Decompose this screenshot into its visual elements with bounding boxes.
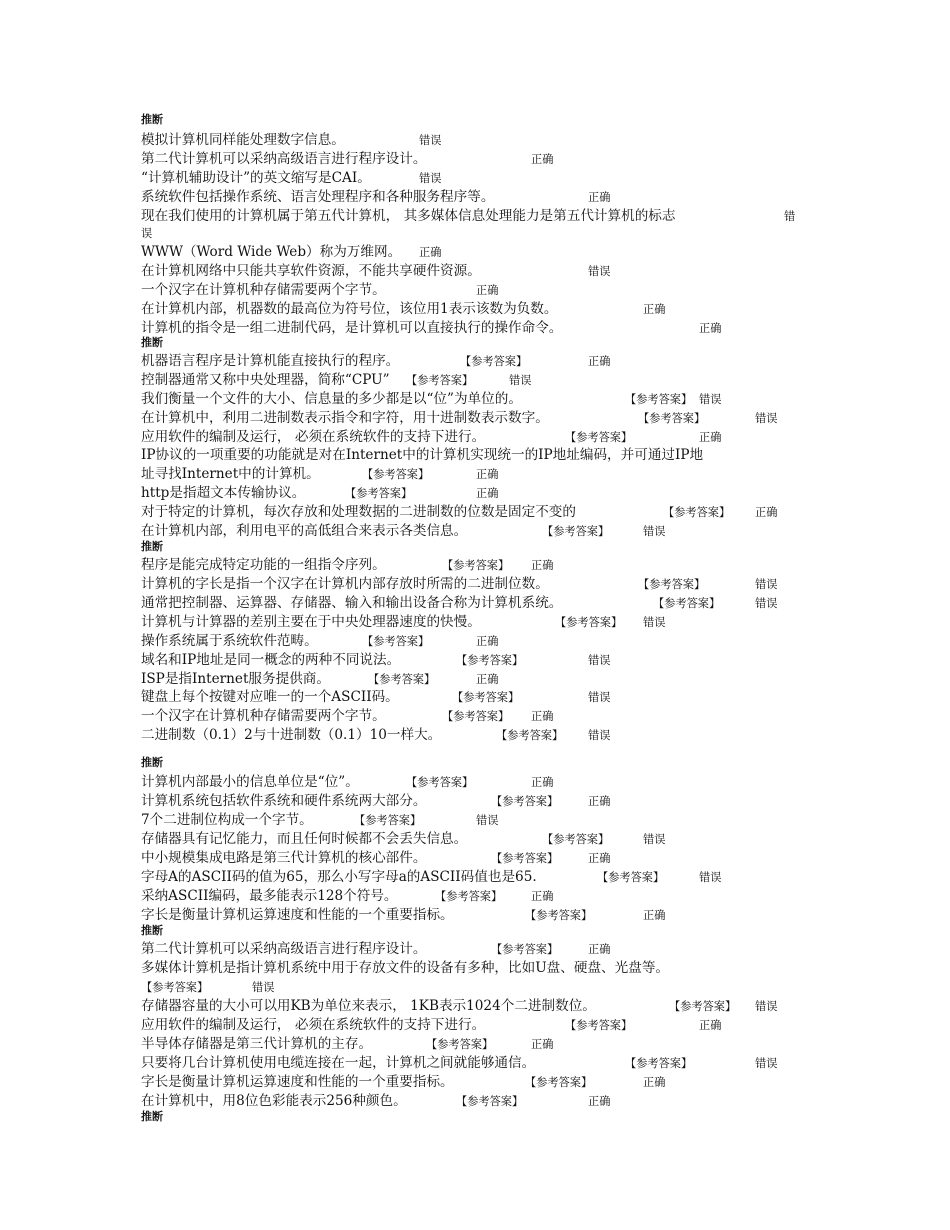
answer-text: 错误 (588, 654, 611, 667)
question-line (0, 960, 950, 978)
question-text: 存储器容量的大小可以用KB为单位来表示， 1KB表示1024个二进制数位。 (141, 998, 596, 1014)
answer-text: 错误 (755, 1000, 778, 1013)
question-text: 计算机的字长是指一个汉字在计算机内部存放时所需的二进制位数。 (141, 576, 549, 592)
reference-answer-label: 【参考答案】 (406, 776, 474, 789)
reference-answer-label: 【参考答案】 (663, 506, 731, 519)
question-line (0, 652, 950, 670)
question-text: 控制器通常又称中央处理器，简称“CPU” (141, 372, 390, 388)
answer-text: 错误 (419, 172, 442, 185)
question-text: 字母A的ASCII码的值为65，那么小写字母a的ASCII码值也是65. (141, 869, 537, 885)
question-text: 在计算机中，用8位色彩能表示256种颜色。 (141, 1093, 407, 1109)
reference-answer-label: 【参考答案】 (542, 525, 610, 538)
question-text: 多媒体计算机是指计算机系统中用于存放文件的设备有多种，比如U盘、硬盘、光盘等。 (141, 960, 670, 976)
question-line (0, 614, 950, 632)
question-line (0, 410, 950, 428)
question-line (0, 812, 950, 830)
question-text: 址寻找Internet中的计算机。 (141, 466, 320, 482)
question-text: “计算机辅助设计”的英文缩写是CAI。 (141, 170, 371, 186)
question-line (0, 466, 950, 484)
question-text: 对于特定的计算机，每次存放和处理数据的二进制数的位数是固定不变的 (141, 504, 576, 520)
question-text: 键盘上每个按键对应唯一的一个ASCII码。 (141, 689, 399, 705)
question-text: 系统软件包括操作系统、语言处理程序和各种服务程序等。 (141, 189, 495, 205)
question-text: 计算机的指令是一组二进制代码，是计算机可以直接执行的操作命令。 (141, 320, 563, 336)
reference-answer-label: 【参考答案】 (491, 852, 559, 865)
question-text: ISP是指Internet服务提供商。 (141, 671, 330, 687)
question-line (0, 708, 950, 726)
reference-answer-label: 【参考答案】 (362, 635, 430, 648)
question-text: http是指超文本传输协议。 (141, 485, 306, 501)
reference-answer-label: 【参考答案】 (354, 814, 422, 827)
answer-text: 正确 (588, 852, 611, 865)
answer-text: 正确 (531, 776, 554, 789)
question-text: 第二代计算机可以采纳高级语言进行程序设计。 (141, 151, 427, 167)
answer-text: 正确 (588, 943, 611, 956)
reference-answer-label: 【参考答案】 (669, 1000, 737, 1013)
reference-answer-label: 【参考答案】 (456, 654, 524, 667)
question-line (0, 576, 950, 594)
question-text: 一个汉字在计算机种存储需要两个字节。 (141, 282, 386, 298)
question-text: 在计算机内部，机器数的最高位为符号位，该位用1表示该数为负数。 (141, 301, 558, 317)
answer-text: 正确 (699, 1019, 722, 1032)
answer-text: 正确 (588, 355, 611, 368)
answer-text: 正确 (476, 487, 499, 500)
question-line (0, 244, 950, 262)
reference-answer-label: 【参考答案】 (625, 393, 693, 406)
question-text: 计算机与计算器的差别主要在于中央处理器速度的快慢。 (141, 614, 481, 630)
question-line (0, 189, 950, 207)
answer-text: 正确 (476, 468, 499, 481)
question-line (0, 907, 950, 925)
answer-text: 正确 (588, 191, 611, 204)
reference-answer-label: 【参考答案】 (442, 559, 510, 572)
answer-text: 错误 (755, 597, 778, 610)
question-line (0, 1074, 950, 1092)
reference-answer-label: 【参考答案】 (141, 981, 209, 994)
reference-answer-label: 【参考答案】 (638, 412, 706, 425)
reference-answer-label: 【参考答案】 (442, 710, 510, 723)
answer-text: 正确 (476, 284, 499, 297)
answer-text: 正确 (531, 1038, 554, 1051)
reference-answer-label: 【参考答案】 (426, 1038, 494, 1051)
question-line (0, 391, 950, 409)
question-line (0, 831, 950, 849)
question-line (0, 353, 950, 371)
reference-answer-label: 【参考答案】 (456, 1095, 524, 1108)
question-line (0, 888, 950, 906)
answer-text: 错误 (476, 814, 499, 827)
answer-text: 错误 (588, 691, 611, 704)
question-text: 计算机系统包括软件系统和硬件系统两大部分。 (141, 793, 427, 809)
section-heading: 推断 (141, 924, 163, 937)
answer-text: 错误 (643, 833, 666, 846)
reference-answer-label: 【参考答案】 (460, 355, 528, 368)
answer-text: 错误 (755, 578, 778, 591)
answer-text: 正确 (476, 673, 499, 686)
question-text: 第二代计算机可以采纳高级语言进行程序设计。 (141, 941, 427, 957)
question-line (0, 1055, 950, 1073)
question-line (0, 595, 950, 613)
section-heading: 推断 (141, 756, 163, 769)
question-line (0, 485, 950, 503)
reference-answer-label: 【参考答案】 (597, 871, 665, 884)
reference-answer-label: 【参考答案】 (491, 795, 559, 808)
reference-answer-label: 【参考答案】 (406, 374, 474, 387)
reference-answer-label: 【参考答案】 (525, 1076, 593, 1089)
section-heading: 推断 (141, 540, 163, 553)
reference-answer-label: 【参考答案】 (565, 431, 633, 444)
answer-text: 正确 (588, 795, 611, 808)
question-text: 应用软件的编制及运行， 必须在系统软件的支持下进行。 (141, 1017, 486, 1033)
question-line (0, 727, 950, 745)
question-text: 程序是能完成特定功能的一组指令序列。 (141, 557, 386, 573)
question-line (0, 132, 950, 150)
reference-answer-label: 【参考答案】 (452, 691, 520, 704)
question-text: 计算机内部最小的信息单位是“位”。 (141, 774, 359, 790)
question-line (0, 523, 950, 541)
answer-text: 正确 (643, 1076, 666, 1089)
question-line (0, 429, 950, 447)
answer-text: 误 (141, 227, 153, 240)
question-text: 现在我们使用的计算机属于第五代计算机， 其多媒体信息处理能力是第五代计算机的标志 (141, 208, 676, 224)
answer-text: 正确 (531, 153, 554, 166)
answer-text: 正确 (419, 246, 442, 259)
question-text: WWW（Word Wide Web）称为万维网。 (141, 244, 402, 260)
question-line (0, 1036, 950, 1054)
answer-text: 错误 (755, 1057, 778, 1070)
question-line (0, 263, 950, 281)
reference-answer-label: 【参考答案】 (345, 487, 413, 500)
question-text: 7个二进制位构成一个字节。 (141, 812, 313, 828)
answer-text: 错误 (755, 412, 778, 425)
answer-text: 错误 (588, 265, 611, 278)
question-line (0, 1093, 950, 1111)
reference-answer-label: 【参考答案】 (653, 597, 721, 610)
answer-text: 错误 (419, 134, 442, 147)
reference-answer-label: 【参考答案】 (496, 729, 564, 742)
question-line (0, 869, 950, 887)
answer-text: 正确 (699, 322, 722, 335)
reference-answer-label: 【参考答案】 (368, 673, 436, 686)
question-text: 一个汉字在计算机种存储需要两个字节。 (141, 708, 386, 724)
question-text: 应用软件的编制及运行， 必须在系统软件的支持下进行。 (141, 429, 486, 445)
question-line (0, 850, 950, 868)
question-text: 操作系统属于系统软件范畴。 (141, 633, 318, 649)
question-text: 半导体存储器是第三代计算机的主存。 (141, 1036, 373, 1052)
answer-text: 正确 (643, 303, 666, 316)
reference-answer-label: 【参考答案】 (362, 468, 430, 481)
section-heading: 推断 (141, 1110, 163, 1123)
question-text: 在计算机内部，利用电平的高低组合来表示各类信息。 (141, 523, 468, 539)
answer-text: 错误 (699, 393, 722, 406)
answer-text: 错误 (509, 374, 532, 387)
section-heading: 推断 (141, 336, 163, 349)
question-text: 在计算机中，利用二进制数表示指令和字符，用十进制数表示数字。 (141, 410, 549, 426)
answer-text: 错误 (643, 616, 666, 629)
answer-text: 正确 (755, 506, 778, 519)
answer-text: 正确 (643, 909, 666, 922)
question-line (0, 774, 950, 792)
question-text: 存储器具有记忆能力，而且任何时候都不会丢失信息。 (141, 831, 468, 847)
question-line (0, 941, 950, 959)
question-line (0, 557, 950, 575)
reference-answer-label: 【参考答案】 (555, 616, 623, 629)
question-text: 在计算机网络中只能共享软件资源，不能共享硬件资源。 (141, 263, 481, 279)
reference-answer-label: 【参考答案】 (565, 1019, 633, 1032)
question-text: 字长是衡量计算机运算速度和性能的一个重要指标。 (141, 907, 454, 923)
question-line (0, 208, 950, 226)
reference-answer-label: 【参考答案】 (525, 909, 593, 922)
question-line (0, 504, 950, 522)
question-line (0, 447, 950, 465)
question-line (0, 301, 950, 319)
question-text: 二进制数（0.1）2与十进制数（0.1）10一样大。 (141, 727, 442, 743)
question-text: 我们衡量一个文件的大小、信息量的多少都是以“位”为单位的。 (141, 391, 522, 407)
question-line (0, 151, 950, 169)
question-line (0, 372, 950, 390)
question-text: IP协议的一项重要的功能就是对在Internet中的计算机实现统一的IP地址编码，并可通过IP地 (141, 447, 704, 463)
answer-text: 正确 (699, 431, 722, 444)
reference-answer-label: 【参考答案】 (491, 943, 559, 956)
answer-text: 错误 (699, 871, 722, 884)
question-text: 采纳ASCII编码，最多能表示128个符号。 (141, 888, 398, 904)
answer-text: 正确 (531, 710, 554, 723)
answer-text: 错误 (588, 729, 611, 742)
question-text: 通常把控制器、运算器、存储器、输入和输出设备合称为计算机系统。 (141, 595, 563, 611)
question-line (0, 225, 950, 243)
question-line (0, 170, 950, 188)
section-heading: 推断 (141, 113, 163, 126)
answer-text: 错误 (643, 525, 666, 538)
answer-text: 错 (784, 210, 796, 223)
question-line (0, 282, 950, 300)
reference-answer-label: 【参考答案】 (625, 1057, 693, 1070)
question-line (0, 979, 950, 997)
question-line (0, 793, 950, 811)
question-line (0, 998, 950, 1016)
answer-text: 正确 (531, 559, 554, 572)
reference-answer-label: 【参考答案】 (638, 578, 706, 591)
question-text: 域名和IP地址是同一概念的两种不同说法。 (141, 652, 401, 668)
question-text: 字长是衡量计算机运算速度和性能的一个重要指标。 (141, 1074, 454, 1090)
question-line (0, 689, 950, 707)
answer-text: 正确 (588, 1095, 611, 1108)
reference-answer-label: 【参考答案】 (542, 833, 610, 846)
answer-text: 错误 (252, 981, 275, 994)
question-text: 中小规模集成电路是第三代计算机的核心部件。 (141, 850, 427, 866)
answer-text: 正确 (531, 890, 554, 903)
question-text: 机器语言程序是计算机能直接执行的程序。 (141, 353, 400, 369)
question-line (0, 671, 950, 689)
question-text: 模拟计算机同样能处理数字信息。 (141, 132, 345, 148)
question-line (0, 1017, 950, 1035)
question-text: 只要将几台计算机使用电缆连接在一起，计算机之间就能够通信。 (141, 1055, 536, 1071)
reference-answer-label: 【参考答案】 (435, 890, 503, 903)
answer-text: 正确 (476, 635, 499, 648)
question-line (0, 633, 950, 651)
